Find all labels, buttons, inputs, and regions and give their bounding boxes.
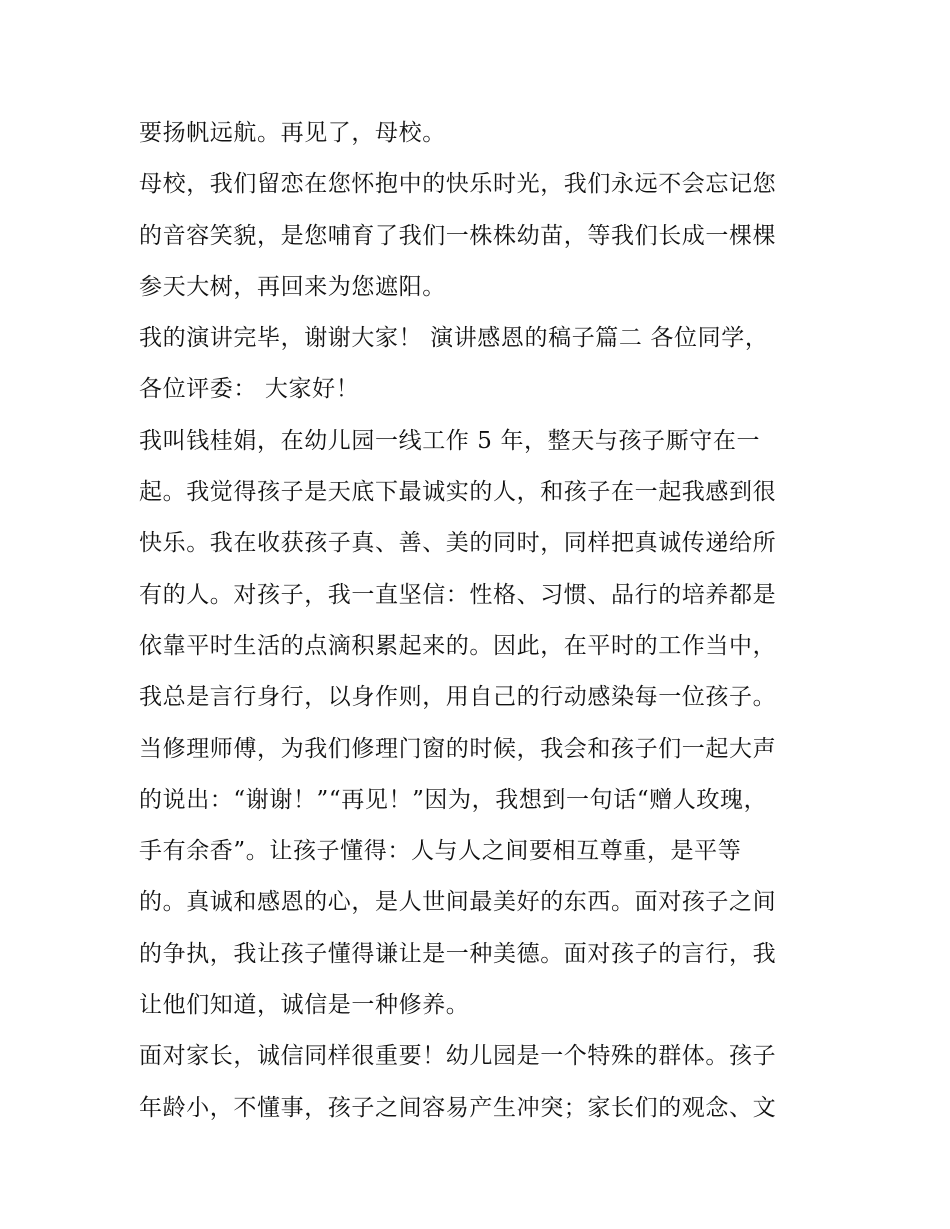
text-line: 参天大树，再回来为您遮阳。 bbox=[139, 273, 446, 300]
text-line: 的。真诚和感恩的心，是人世间最美好的东西。面对孩子之间 bbox=[139, 889, 777, 916]
text-line: 我叫钱桂娟，在幼儿园一线工作 5 年，整天与孩子厮守在一 bbox=[139, 427, 761, 454]
text-line: 的说出：“谢谢！”“再见！”因为，我想到一句话“赠人玫瑰， bbox=[139, 786, 768, 813]
document-body bbox=[139, 108, 819, 1134]
text-line: 快乐。我在收获孩子真、善、美的同时，同样把真诚传递给所 bbox=[139, 530, 777, 557]
text-line: 有的人。对孩子，我一直坚信：性格、习惯、品行的培养都是 bbox=[139, 581, 777, 608]
text-line: 我总是言行身行，以身作则，用自己的行动感染每一位孩子。 bbox=[139, 684, 777, 711]
text-line: 我的演讲完毕，谢谢大家！ 演讲感恩的稿子篇二 各位同学， bbox=[139, 325, 769, 352]
text-line: 各位评委： 大家好！ bbox=[139, 376, 360, 403]
text-line: 要扬帆远航。再见了，母校。 bbox=[139, 120, 446, 146]
text-line: 起。我觉得孩子是天底下最诚实的人，和孩子在一起我感到很 bbox=[139, 479, 777, 506]
text-line: 面对家长，诚信同样很重要！幼儿园是一个特殊的群体。孩子 bbox=[139, 1043, 777, 1070]
text-line: 年龄小，不懂事，孩子之间容易产生冲突；家长们的观念、文 bbox=[139, 1094, 777, 1121]
text-line: 的争执，我让孩子懂得谦让是一种美德。面对孩子的言行，我 bbox=[139, 940, 777, 967]
text-line: 当修理师傅，为我们修理门窗的时候，我会和孩子们一起大声 bbox=[139, 735, 777, 762]
text-line: 母校，我们留恋在您怀抱中的快乐时光，我们永远不会忘记您 bbox=[139, 171, 777, 198]
text-line: 依靠平时生活的点滴积累起来的。因此，在平时的工作当中， bbox=[139, 632, 777, 659]
text-line: 手有余香”。让孩子懂得：人与人之间要相互尊重，是平等 bbox=[139, 838, 742, 865]
text-line: 的音容笑貌，是您哺育了我们一株株幼苗，等我们长成一棵棵 bbox=[139, 222, 777, 249]
text-line: 让他们知道，诚信是一种修养。 bbox=[139, 992, 470, 1019]
